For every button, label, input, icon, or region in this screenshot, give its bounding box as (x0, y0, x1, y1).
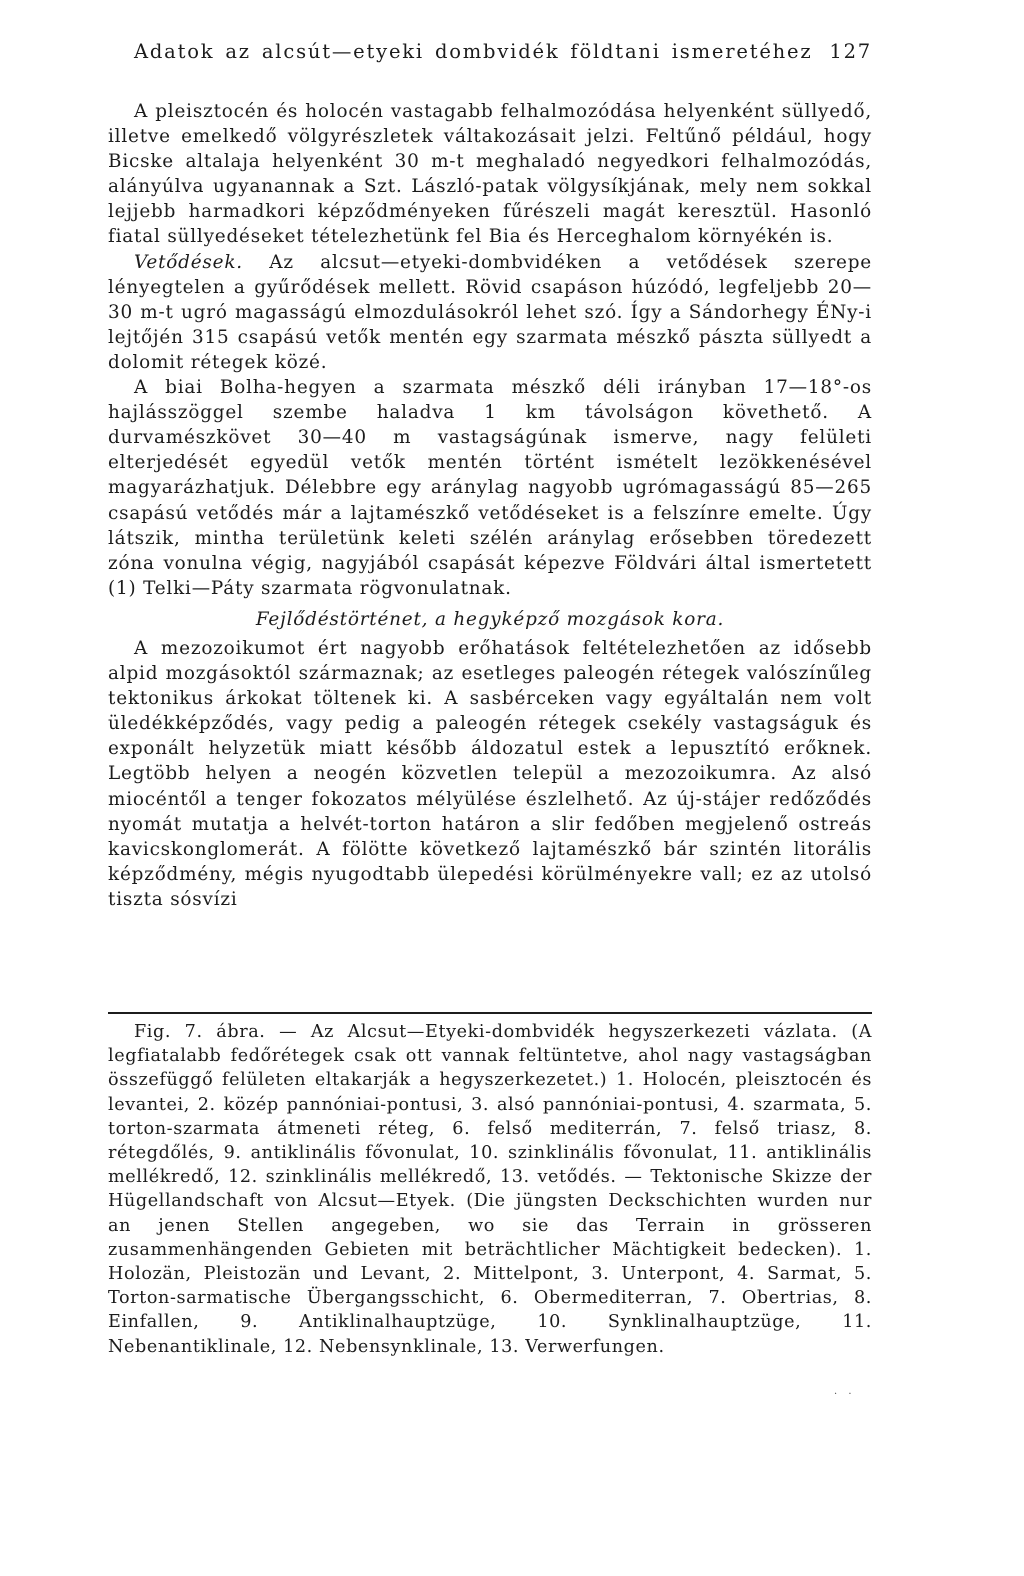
body-text (108, 99, 872, 912)
footnote-rule (108, 1012, 872, 1014)
run-in-heading-faults: Vetődések. (134, 251, 243, 273)
figure-caption (108, 1020, 872, 1359)
caption-hungarian: Fig. 7. ábra. — Az Alcsut—Etyeki-dombvidék hegyszerkezeti vázlata. (A legfiatalabb fedőrétegek csak ott vannak feltüntetve, ahol nagy vastagságban összefüggő felületen eltakarják a hegyszerkezetet.) 1. Holocén, pleisztocén és levantei, 2. közép pannóniai-pontusi, 3. alsó pannóniai-pontusi, 4. szarmata, 5. torton-szarmata átmeneti réteg, 6. felső mediterrán, 7. felső triasz, 8. rétegdőlés, 9. antiklinális fővonulat, 10. szinklinális fővonulat, 11. antiklinális mellékredő, 12. szinklinális mellékredő, 13. vetődés. (108, 1022, 872, 1188)
paragraph-faults (108, 250, 872, 375)
caption-paragraph (108, 1020, 872, 1359)
page-header (134, 40, 872, 63)
paragraph-mesozoic: A mezozoikumot ért nagyobb erőhatások feltételezhetően az idősebb alpid mozgásoktól származnak; az esetleges paleogén rétegek valószínűleg tektonikus árkokat töltenek ki. A sasbérceken vagy egyáltalán nem volt üledékképződés, vagy pedig a paleogén rétegek csekély vastagságuk és exponált helyzetük miatt később áldozatul estek a lepusztító erőknek. Legtöbb helyen a neogén közvetlen települ a mezozoikumra. Az alsó miocéntől a tenger fokozatos mélyülése észlelhető. Az új-stájer redőződés nyomát mutatja a helvét-torton határon a slir fedőben megjelenő ostreás kavicskonglomerát. A fölötte következő lajtamészkő bár szintén litorális képződmény, mégis nyugodtabb ülepedési körülményekre vall; ez az utolsó tiszta sósvízi (108, 637, 872, 910)
running-title: Adatok az alcsút—etyeki dombvidék földtani ismeretéhez (134, 40, 813, 63)
paragraph-pleistocene: A pleisztocén és holocén vastagabb felhalmozódása helyenként süllyedő, illetve emelkedő völgyrészletek váltakozásait jelzi. Feltűnő például, hogy Bicske altalaja helyenként 30 m-t meghaladó negyedkori felhalmozódás, alányúlva ugyanannak a Szt. László-patak völgysíkjának, mely nem sokkal lejjebb harmadkori képződményeken fűrészeli magát keresztül. Hasonló fiatal süllyedéseket tételezhetünk fel Bia és Herceghalom környékén is. (108, 101, 872, 248)
caption-german: — Tektonische Skizze der Hügellandschaft von Alcsut—Etyek. (Die jüngsten Deckschichten wurden nur an jenen Stellen angegeben, wo sie das Terrain in grösseren zusammenhängenden Gebieten mit beträchtlicher Mächtigkeit bedecken). 1. Holozän, Pleistozän und Levant, 2. Mittelpont, 3. Unterpont, 4. Sarmat, 5. Torton-sarmatische Übergangsschicht, 6. Obermediterran, 7. Obertrias, 8. Einfallen, 9. Antiklinalhauptzüge, 10. Synklinalhauptzüge, 11. Nebenantiklinale, 12. Nebensynklinale, 13. Verwerfungen. (108, 1167, 872, 1357)
page-number: 127 (829, 40, 872, 63)
paragraph-faults-text: Az alcsut—etyeki-dombvidéken a vetődések szerepe lényegtelen a gyűrődések mellett. Rövid csapáson húzódó, legfeljebb 20—30 m-t ugró magasságú elmozdulásokról lehet szó. Így a Sándorhegy ÉNy-i lejtőjén 315 csapású vetők mentén egy szarmata mészkő pászta süllyedt a dolomit rétegek közé. (108, 251, 872, 373)
stray-marks: · · (834, 1389, 856, 1400)
paragraph-bolha-hegy: A biai Bolha-hegyen a szarmata mészkő déli irányban 17—18°-os hajlásszöggel szembe haladva 1 km távolságon követhető. A durvamészkövet 30—40 m vastagságúnak ismerve, nagy felületi elterjedését egyedül vetők mentén történt ismételt lezökkenésével magyarázhatjuk. Délebbre egy aránylag nagyobb ugrómagasságú 85—265 csapású vetődés már a lajtamészkő vetődéseket is a felszínre emelte. Úgy látszik, mintha területünk keleti szélén aránylag erősebben töredezett zóna vonulna végig, nagyjából csapását képezve Földvári által ismertetett (1) Telki—Páty szarmata rögvonulatnak. (108, 377, 872, 599)
section-heading: Fejlődéstörténet, a hegyképző mozgások kora. (255, 608, 725, 630)
